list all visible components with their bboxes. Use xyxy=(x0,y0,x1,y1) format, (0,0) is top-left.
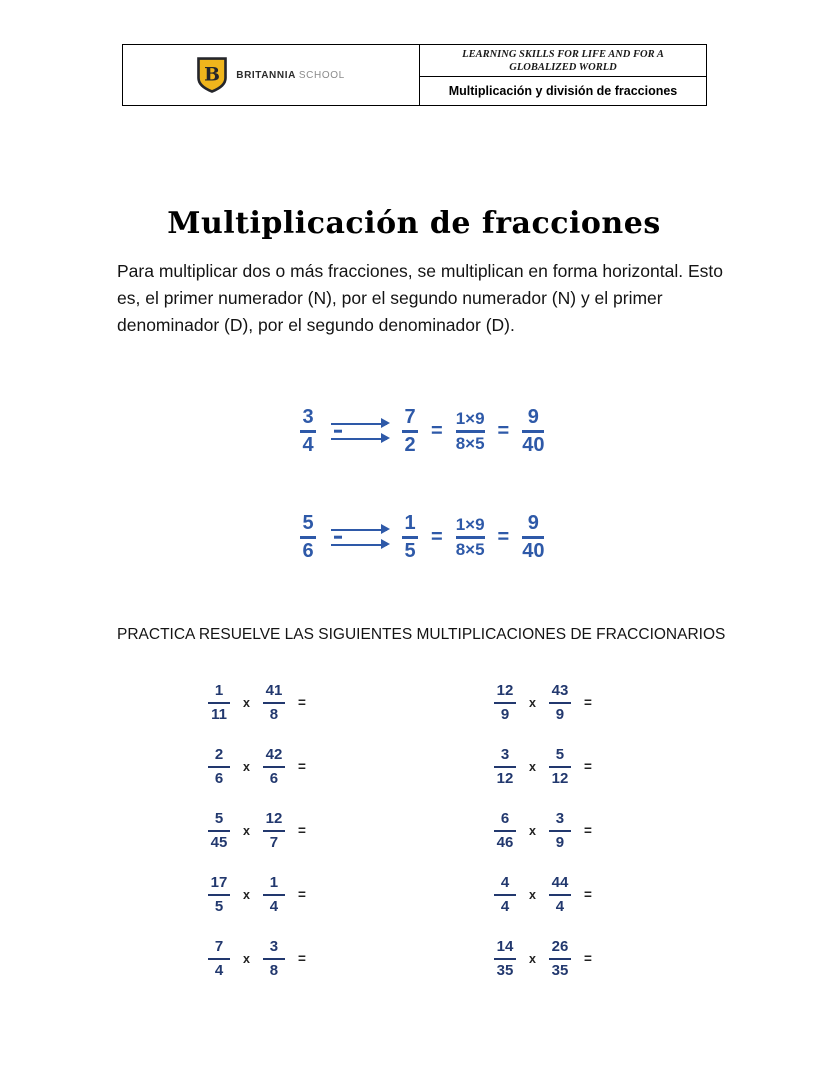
practice-column-right xyxy=(494,682,592,979)
fraction-b xyxy=(549,682,571,724)
equals-sign: = xyxy=(297,823,306,838)
fraction-bar xyxy=(300,536,316,539)
fraction-bar xyxy=(522,536,544,539)
fraction-b xyxy=(549,810,571,852)
fraction-b xyxy=(549,746,571,788)
fraction-b xyxy=(263,682,285,724)
practice-problem xyxy=(208,746,306,787)
right-arrow-icon xyxy=(331,423,387,425)
fraction-bar xyxy=(494,702,516,704)
fraction-numerator: 5 xyxy=(214,809,224,827)
fraction-denominator: 8×5 xyxy=(455,433,485,453)
logo-letter: B xyxy=(204,63,221,86)
multiply-sign: x xyxy=(529,887,536,902)
equals-sign: = xyxy=(297,695,306,710)
fraction-numerator: 3 xyxy=(555,809,565,827)
fraction-b xyxy=(549,874,571,916)
equals-sign: = xyxy=(583,695,592,710)
fraction-bar xyxy=(263,766,285,768)
fraction-a xyxy=(208,810,230,852)
fraction-numerator: 44 xyxy=(551,873,569,891)
fraction-numerator: 3 xyxy=(500,745,510,763)
practice-problem xyxy=(494,746,592,787)
fraction-numerator: 4 xyxy=(500,873,510,891)
fraction-denominator: 4 xyxy=(269,897,279,915)
practice-problem xyxy=(494,682,592,723)
fraction-denominator: 2 xyxy=(404,433,416,456)
practice-problem xyxy=(208,682,306,723)
fraction-b xyxy=(263,938,285,980)
right-arrow-icon xyxy=(331,544,387,546)
fraction-numerator: 2 xyxy=(214,745,224,763)
multiply-sign: x xyxy=(243,823,250,838)
fraction-bar xyxy=(263,958,285,960)
fraction-numerator: 7 xyxy=(214,937,224,955)
fraction-numerator: 1×9 xyxy=(455,409,485,429)
fraction-numerator: 3 xyxy=(302,406,314,428)
fraction-denominator: 9 xyxy=(500,705,510,723)
fraction-a xyxy=(494,746,516,788)
fraction-denominator: 5 xyxy=(404,539,416,562)
fraction-bar xyxy=(494,958,516,960)
equals-sign: = xyxy=(583,759,592,774)
fraction-bar xyxy=(263,830,285,832)
fraction-bar xyxy=(456,430,485,433)
fraction-final xyxy=(522,406,544,457)
equals-sign: = xyxy=(497,525,510,548)
fraction-bar xyxy=(208,894,230,896)
equals-sign: = xyxy=(431,525,443,548)
fraction-numerator: 41 xyxy=(265,681,283,699)
header-motto: LEARNING SKILLS FOR LIFE AND FOR A GLOBALIZED WORLD xyxy=(420,45,706,77)
practice-problem xyxy=(208,874,306,915)
fraction-bar xyxy=(263,702,285,704)
fraction-bar xyxy=(494,830,516,832)
header-subject: Multiplicación y división de fracciones xyxy=(448,84,678,98)
fraction-bar xyxy=(263,894,285,896)
practice-heading: PRACTICA RESUELVE LAS SIGUIENTES MULTIPLICACIONES DE FRACCIONARIOS xyxy=(117,626,726,643)
fraction-result xyxy=(402,406,418,457)
fraction-denominator: 4 xyxy=(500,897,510,915)
fraction-b xyxy=(263,810,285,852)
equals-sign: = xyxy=(583,823,592,838)
fraction-denominator: 45 xyxy=(210,833,228,851)
fraction-result xyxy=(402,512,418,563)
practice-problem xyxy=(494,874,592,915)
multiply-sign: x xyxy=(529,823,536,838)
fraction-numerator: 1 xyxy=(214,681,224,699)
fraction-a xyxy=(208,746,230,788)
fraction-bar xyxy=(494,894,516,896)
fraction-start xyxy=(300,512,316,563)
fraction-denominator: 9 xyxy=(555,705,565,723)
fraction-a xyxy=(208,682,230,724)
fraction-bar xyxy=(456,536,485,539)
fraction-numerator: 12 xyxy=(496,681,514,699)
fraction-denominator: 12 xyxy=(496,769,514,787)
fraction-bar xyxy=(549,958,571,960)
fraction-a xyxy=(494,810,516,852)
school-shield-icon xyxy=(197,57,227,93)
fraction-bar xyxy=(549,830,571,832)
fraction-bar xyxy=(208,958,230,960)
school-name-bold: BRITANNIA xyxy=(236,69,296,81)
equals-sign: = xyxy=(297,887,306,902)
fraction-start xyxy=(300,406,316,457)
fraction-numerator: 5 xyxy=(302,512,314,534)
multiply-sign: x xyxy=(243,951,250,966)
arrows-group xyxy=(329,529,389,546)
fraction-numerator: 42 xyxy=(265,745,283,763)
arrows-group xyxy=(329,423,389,440)
fraction-bar xyxy=(549,894,571,896)
school-logo-cell xyxy=(123,45,420,105)
multiply-sign: x xyxy=(243,759,250,774)
multiply-sign: x xyxy=(529,951,536,966)
equals-sign: = xyxy=(497,419,510,442)
fraction-denominator: 9 xyxy=(555,833,565,851)
equals-sign: = xyxy=(297,759,306,774)
fraction-numerator: 1 xyxy=(404,512,416,534)
fraction-denominator: 40 xyxy=(522,433,545,456)
page-title: Multiplicación de fracciones xyxy=(167,206,661,241)
fraction-numerator: 9 xyxy=(527,406,539,428)
fraction-denominator: 46 xyxy=(496,833,514,851)
fraction-bar xyxy=(522,430,544,433)
equals-sign: = xyxy=(431,419,443,442)
fraction-a xyxy=(208,938,230,980)
school-name-light: SCHOOL xyxy=(298,69,345,81)
fraction-bar xyxy=(494,766,516,768)
fraction-numerator: 6 xyxy=(500,809,510,827)
multiply-sign: x xyxy=(529,695,536,710)
header xyxy=(122,44,707,106)
fraction-numerator: 1×9 xyxy=(455,515,485,535)
fraction-bar xyxy=(208,830,230,832)
fraction-denominator: 35 xyxy=(496,961,514,979)
multiply-sign: x xyxy=(243,887,250,902)
fraction-denominator: 8 xyxy=(269,705,279,723)
fraction-numerator: 9 xyxy=(527,512,539,534)
fraction-numerator: 17 xyxy=(210,873,228,891)
fraction-denominator: 6 xyxy=(302,539,314,562)
fraction-bar xyxy=(549,702,571,704)
fraction-bar xyxy=(549,766,571,768)
fraction-denominator: 4 xyxy=(214,961,224,979)
fraction-b xyxy=(263,746,285,788)
practice-column-left xyxy=(208,682,306,979)
fraction-denominator: 4 xyxy=(302,433,314,456)
right-arrow-icon xyxy=(331,438,387,440)
equals-sign: = xyxy=(583,951,592,966)
fraction-a xyxy=(208,874,230,916)
fraction-numerator: 43 xyxy=(551,681,569,699)
fraction-numerator: 14 xyxy=(496,937,514,955)
fraction-denominator: 6 xyxy=(269,769,279,787)
fraction-numerator: 26 xyxy=(551,937,569,955)
fraction-bar xyxy=(208,702,230,704)
fraction-bar xyxy=(208,766,230,768)
dash-icon xyxy=(334,430,342,433)
fraction-numerator: 12 xyxy=(265,809,283,827)
fraction-denominator: 12 xyxy=(551,769,569,787)
fraction-numerator: 5 xyxy=(555,745,565,763)
fraction-denominator: 6 xyxy=(214,769,224,787)
fraction-denominator: 35 xyxy=(551,961,569,979)
fraction-denominator: 8 xyxy=(269,961,279,979)
fraction-denominator: 11 xyxy=(211,705,227,723)
equals-sign: = xyxy=(583,887,592,902)
fraction-work xyxy=(456,515,485,559)
practice-problem xyxy=(208,810,306,851)
equals-sign: = xyxy=(297,951,306,966)
fraction-final xyxy=(522,512,544,563)
multiply-sign: x xyxy=(243,695,250,710)
fraction-b xyxy=(549,938,571,980)
example-row-1 xyxy=(300,406,544,457)
practice-problem xyxy=(494,938,592,979)
multiply-sign: x xyxy=(529,759,536,774)
header-text-cell xyxy=(420,45,706,105)
fraction-a xyxy=(494,938,516,980)
fraction-denominator: 4 xyxy=(555,897,565,915)
intro-paragraph: Para multiplicar dos o más fracciones, se multiplican en forma horizontal. Esto es, el primer numerador (N), por el segundo numerador (N) y el primer denominador (D), por el segundo denominador (D). xyxy=(117,261,723,336)
fraction-b xyxy=(263,874,285,916)
fraction-bar xyxy=(300,430,316,433)
fraction-denominator: 5 xyxy=(214,897,224,915)
fraction-denominator: 8×5 xyxy=(455,539,485,559)
fraction-a xyxy=(494,682,516,724)
fraction-numerator: 1 xyxy=(269,873,279,891)
dash-icon xyxy=(334,536,342,539)
fraction-a xyxy=(494,874,516,916)
example-row-2 xyxy=(300,512,544,563)
practice-problem xyxy=(494,810,592,851)
practice-problem xyxy=(208,938,306,979)
fraction-numerator: 7 xyxy=(404,406,416,428)
right-arrow-icon xyxy=(331,529,387,531)
fraction-work xyxy=(456,409,485,453)
fraction-bar xyxy=(402,536,418,539)
school-name xyxy=(236,70,345,81)
fraction-numerator: 3 xyxy=(269,937,279,955)
fraction-bar xyxy=(402,430,418,433)
fraction-denominator: 40 xyxy=(522,539,545,562)
fraction-denominator: 7 xyxy=(269,833,279,851)
